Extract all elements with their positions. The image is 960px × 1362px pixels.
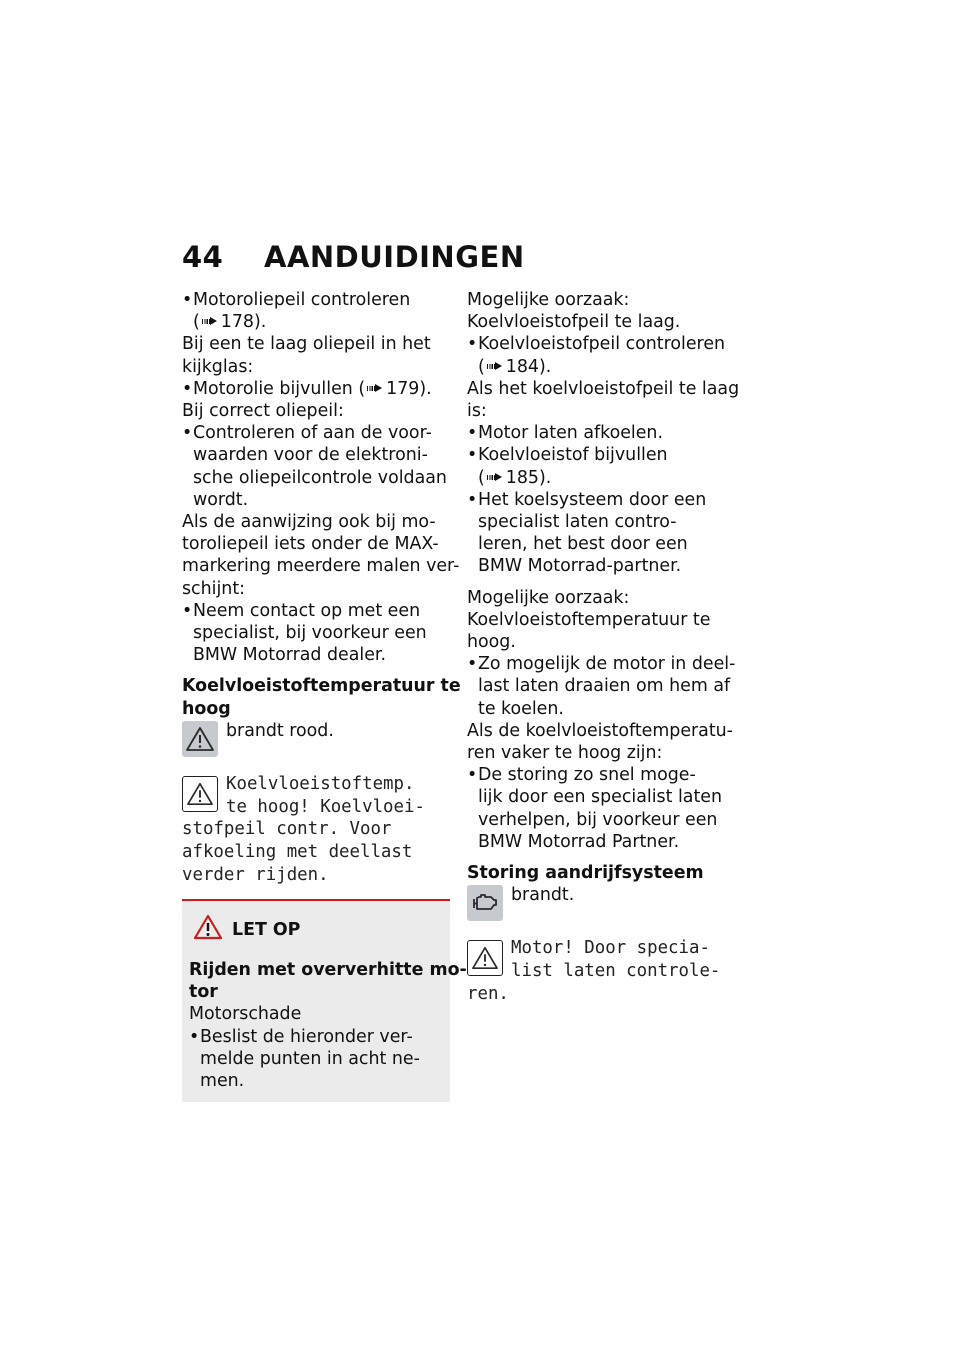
- list-item-continuation: last laten draaien om hem af: [478, 676, 731, 697]
- list-item: • Beslist de hieronder ver-: [189, 1026, 443, 1048]
- warning-triangle-outline-icon: [182, 776, 218, 812]
- page-ref-link[interactable]: 185).: [505, 467, 552, 488]
- paragraph-line: Als de koelvloeistoftemperatu-: [467, 720, 733, 741]
- arrow-reference-icon[interactable]: [202, 317, 218, 326]
- display-message-line: afkoeling met deellast: [182, 842, 413, 863]
- list-item: • Zo mogelijk de motor in deel-: [467, 653, 739, 675]
- arrow-reference-icon[interactable]: [487, 473, 503, 482]
- list-item: • Het koelsysteem door een: [467, 489, 739, 511]
- display-message-line: stofpeil contr. Voor: [182, 819, 392, 840]
- section-heading: hoog: [182, 698, 231, 719]
- page-ref-link[interactable]: 184).: [505, 356, 552, 377]
- warning-heading: Rijden met oververhitte mo-: [189, 960, 467, 981]
- arrow-reference-icon[interactable]: [487, 362, 503, 371]
- engine-icon: [467, 885, 503, 921]
- page-ref-link[interactable]: 179).: [386, 378, 432, 399]
- cause-text: Koelvloeistoftemperatuur te: [467, 609, 711, 630]
- indicator-text: brandt.: [511, 885, 575, 906]
- list-item-continuation: wordt.: [193, 489, 249, 510]
- paragraph-line: Bij een te laag oliepeil in het: [182, 334, 431, 355]
- warning-box: [182, 899, 467, 1102]
- display-message-line: te hoog! Koelvloei-: [226, 796, 425, 817]
- paragraph-line: markering meerdere malen ver-: [182, 556, 460, 577]
- list-item-continuation: lijk door een specialist laten: [478, 787, 722, 808]
- warning-label: LET OP: [193, 913, 443, 947]
- list-item: • De storing zo snel moge-: [467, 764, 739, 786]
- cause-label: Mogelijke oorzaak:: [467, 587, 630, 608]
- list-item-continuation: melde punten in acht ne-: [200, 1048, 420, 1069]
- warning-consequence: Motorschade: [189, 1004, 302, 1025]
- list-item: • Motor laten afkoelen.: [467, 422, 739, 444]
- list-item-continuation: BMW Motorrad Partner.: [478, 831, 680, 852]
- arrow-reference-icon[interactable]: [367, 384, 383, 393]
- list-item: • Motoroliepeil controleren: [182, 289, 450, 311]
- paragraph-line: kijkglas:: [182, 356, 254, 377]
- display-message-row: [467, 937, 739, 983]
- list-item-continuation: verhelpen, bij voorkeur een: [478, 809, 718, 830]
- display-message-line: Motor! Door specia-: [511, 938, 710, 959]
- paragraph-line: Als de aanwijzing ook bij mo-: [182, 512, 436, 533]
- page-ref-link[interactable]: 178).: [220, 312, 267, 333]
- list-item-continuation: leren, het best door een: [478, 534, 688, 555]
- display-message-line: ren.: [467, 983, 509, 1004]
- caution-triangle-icon: [193, 913, 223, 947]
- right-column: [467, 289, 739, 1006]
- page-number: 44: [182, 240, 224, 274]
- list-item-continuation: ( 185).: [478, 467, 552, 488]
- indicator-row: [182, 720, 450, 757]
- cause-label: Mogelijke oorzaak:: [467, 290, 630, 310]
- paragraph-line: is:: [467, 401, 487, 422]
- display-message-line: list laten controle-: [511, 961, 721, 982]
- cause-text: hoog.: [467, 632, 516, 653]
- display-message-row: [182, 773, 450, 819]
- list-item: • Motorolie bijvullen ( 179).: [182, 378, 450, 400]
- display-message-line: verder rijden.: [182, 865, 329, 886]
- list-item-continuation: ( 178).: [193, 312, 267, 333]
- page-title: AANDUIDINGEN: [264, 240, 525, 274]
- list-item: • Neem contact op met een: [182, 600, 450, 622]
- list-item-continuation: specialist, bij voorkeur een: [193, 623, 427, 644]
- list-item-continuation: te koelen.: [478, 698, 564, 719]
- paragraph-line: Als het koelvloeistofpeil te laag: [467, 378, 740, 399]
- list-item-continuation: BMW Motorrad dealer.: [193, 645, 386, 666]
- paragraph-line: Bij correct oliepeil:: [182, 401, 344, 422]
- list-item: • Koelvloeistof bijvullen: [467, 444, 739, 466]
- list-item-continuation: waarden voor de elektroni-: [193, 445, 428, 466]
- list-item-continuation: sche oliepeilcontrole voldaan: [193, 467, 447, 488]
- cause-text: Koelvloeistofpeil te laag.: [467, 312, 681, 333]
- list-item-continuation: BMW Motorrad-partner.: [478, 556, 682, 577]
- indicator-row: [467, 884, 739, 921]
- paragraph-line: ren vaker te hoog zijn:: [467, 743, 663, 764]
- warning-triangle-icon: [182, 721, 218, 757]
- page-header: [182, 240, 525, 274]
- warning-triangle-outline-icon: [467, 940, 503, 976]
- paragraph-line: schijnt:: [182, 578, 246, 599]
- list-item: • Controleren of aan de voor-: [182, 422, 450, 444]
- list-item-continuation: men.: [200, 1071, 245, 1092]
- list-item-continuation: specialist laten contro-: [478, 512, 677, 533]
- list-item: • Koelvloeistofpeil controleren: [467, 333, 739, 355]
- section-heading: Storing aandrijfsysteem: [467, 863, 704, 884]
- display-message-line: Koelvloeistoftemp.: [226, 773, 415, 794]
- list-item-continuation: ( 184).: [478, 356, 552, 377]
- warning-heading: tor: [189, 982, 218, 1003]
- left-column: [182, 289, 467, 1102]
- section-heading: Koelvloeistoftemperatuur te: [182, 676, 461, 697]
- indicator-text: brandt rood.: [226, 720, 334, 741]
- paragraph-line: toroliepeil iets onder de MAX-: [182, 534, 439, 555]
